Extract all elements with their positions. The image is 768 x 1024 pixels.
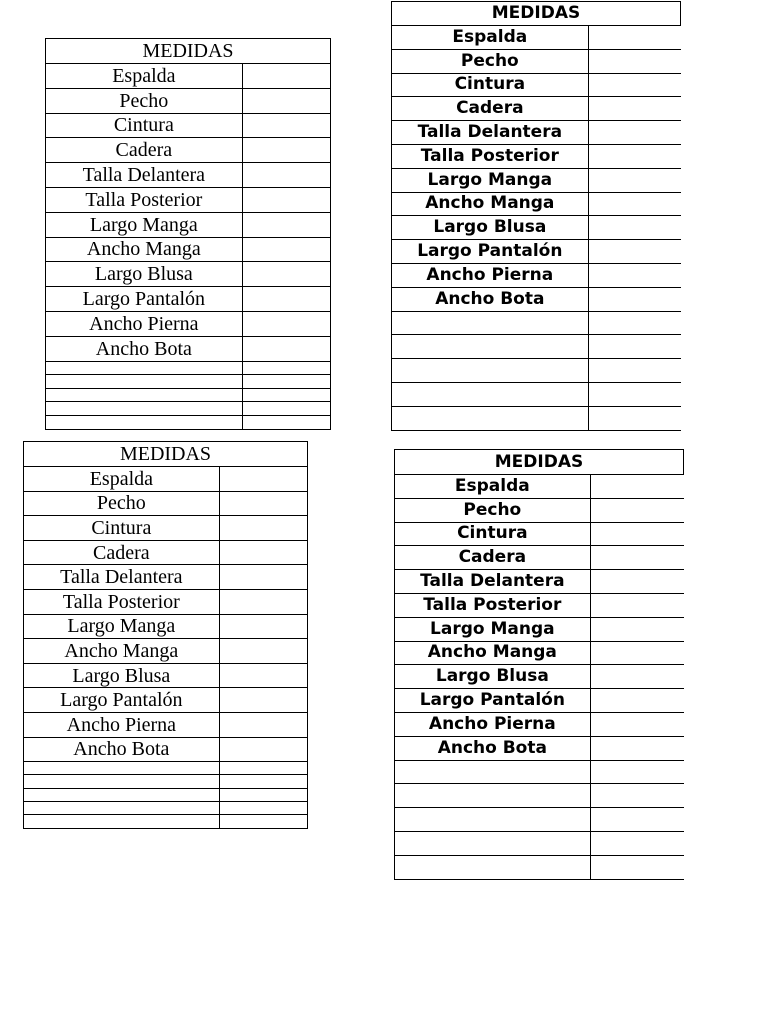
measurement-row bbox=[395, 736, 684, 760]
blank-value-cell[interactable] bbox=[242, 361, 330, 375]
measurement-value-cell[interactable] bbox=[590, 593, 683, 617]
measurement-row bbox=[392, 192, 681, 216]
measurement-row bbox=[46, 262, 331, 287]
measurement-row bbox=[46, 237, 331, 262]
blank-value-cell[interactable] bbox=[590, 760, 683, 784]
measurement-row bbox=[395, 689, 684, 713]
measurement-label: Ancho Pierna bbox=[392, 263, 589, 287]
measurement-value-cell[interactable] bbox=[219, 516, 307, 541]
measurement-value-cell[interactable] bbox=[590, 641, 683, 665]
measurement-row bbox=[24, 663, 308, 688]
measurement-label: Espalda bbox=[392, 26, 589, 50]
measurement-label: Largo Manga bbox=[392, 168, 589, 192]
measurement-row bbox=[24, 589, 308, 614]
measurement-row bbox=[24, 540, 308, 565]
measurements-table-top-right bbox=[391, 1, 681, 431]
measurement-value-cell[interactable] bbox=[588, 216, 680, 240]
blank-label-cell[interactable] bbox=[395, 808, 591, 832]
measurement-row bbox=[392, 49, 681, 73]
measurement-label: Ancho Pierna bbox=[46, 311, 243, 336]
blank-row bbox=[395, 760, 684, 784]
measurement-label: Largo Pantalón bbox=[46, 287, 243, 312]
measurement-value-cell[interactable] bbox=[590, 570, 683, 594]
blank-row bbox=[46, 402, 331, 416]
measurement-label: Cintura bbox=[46, 113, 243, 138]
measurement-row bbox=[24, 737, 308, 762]
measurement-label: Largo Pantalón bbox=[395, 689, 591, 713]
measurement-label: Largo Blusa bbox=[395, 665, 591, 689]
table-title: MEDIDAS bbox=[395, 450, 684, 475]
measurement-label: Pecho bbox=[24, 491, 220, 516]
measurement-row bbox=[46, 138, 331, 163]
measurement-label: Cadera bbox=[395, 546, 591, 570]
measurement-label: Cintura bbox=[392, 73, 589, 97]
measurement-label: Cadera bbox=[46, 138, 243, 163]
table-header-row bbox=[395, 450, 684, 475]
measurement-row bbox=[395, 498, 684, 522]
measurement-row bbox=[24, 614, 308, 639]
measurement-label: Cintura bbox=[24, 516, 220, 541]
blank-label-cell[interactable] bbox=[395, 760, 591, 784]
blank-label-cell[interactable] bbox=[46, 388, 243, 402]
measurement-row bbox=[46, 187, 331, 212]
blank-value-cell[interactable] bbox=[242, 388, 330, 402]
blank-value-cell[interactable] bbox=[219, 802, 307, 815]
measurement-label: Cadera bbox=[24, 540, 220, 565]
measurement-row bbox=[392, 287, 681, 311]
blank-value-cell[interactable] bbox=[242, 375, 330, 389]
blank-value-cell[interactable] bbox=[588, 382, 680, 406]
measurement-row bbox=[395, 546, 684, 570]
blank-row bbox=[46, 375, 331, 389]
measurement-value-cell[interactable] bbox=[590, 498, 683, 522]
blank-row bbox=[46, 361, 331, 375]
blank-row bbox=[392, 311, 681, 335]
blank-label-cell[interactable] bbox=[392, 382, 589, 406]
blank-value-cell[interactable] bbox=[590, 831, 683, 855]
blank-value-cell[interactable] bbox=[219, 815, 307, 828]
blank-label-cell[interactable] bbox=[24, 762, 220, 775]
measurement-value-cell[interactable] bbox=[219, 639, 307, 664]
table-title: MEDIDAS bbox=[24, 442, 308, 467]
measurement-row bbox=[392, 121, 681, 145]
table-header-row bbox=[46, 39, 331, 64]
measurement-label: Ancho Manga bbox=[24, 639, 220, 664]
measurement-label: Largo Manga bbox=[395, 617, 591, 641]
measurements-table-bottom-right bbox=[394, 449, 684, 880]
table-title: MEDIDAS bbox=[392, 2, 681, 26]
measurement-label: Largo Pantalón bbox=[24, 688, 220, 713]
blank-label-cell[interactable] bbox=[395, 784, 591, 808]
measurement-row bbox=[392, 168, 681, 192]
measurement-value-cell[interactable] bbox=[590, 617, 683, 641]
blank-value-cell[interactable] bbox=[588, 311, 680, 335]
measurement-value-cell[interactable] bbox=[242, 212, 330, 237]
measurement-label: Talla Delantera bbox=[24, 565, 220, 590]
measurement-value-cell[interactable] bbox=[588, 287, 680, 311]
measurement-value-cell[interactable] bbox=[219, 688, 307, 713]
measurement-label: Ancho Manga bbox=[395, 641, 591, 665]
measurement-value-cell[interactable] bbox=[588, 240, 680, 264]
blank-label-cell[interactable] bbox=[46, 402, 243, 416]
measurement-row bbox=[392, 216, 681, 240]
blank-value-cell[interactable] bbox=[590, 855, 683, 879]
measurement-row bbox=[46, 88, 331, 113]
blank-row bbox=[395, 831, 684, 855]
measurement-row bbox=[392, 26, 681, 50]
measurement-label: Ancho Manga bbox=[46, 237, 243, 262]
blank-label-cell[interactable] bbox=[395, 855, 591, 879]
measurement-value-cell[interactable] bbox=[588, 26, 680, 50]
measurement-value-cell[interactable] bbox=[242, 88, 330, 113]
blank-label-cell[interactable] bbox=[24, 788, 220, 801]
measurement-value-cell[interactable] bbox=[588, 121, 680, 145]
measurement-label: Talla Posterior bbox=[395, 593, 591, 617]
blank-row bbox=[392, 382, 681, 406]
measurement-label: Largo Blusa bbox=[392, 216, 589, 240]
blank-label-cell[interactable] bbox=[24, 802, 220, 815]
measurement-value-cell[interactable] bbox=[242, 113, 330, 138]
table-header-row bbox=[392, 2, 681, 26]
measurement-row bbox=[392, 144, 681, 168]
measurement-row bbox=[395, 665, 684, 689]
measurement-value-cell[interactable] bbox=[219, 589, 307, 614]
measurement-value-cell[interactable] bbox=[588, 263, 680, 287]
measurement-value-cell[interactable] bbox=[242, 138, 330, 163]
measurement-label: Talla Delantera bbox=[395, 570, 591, 594]
measurement-value-cell[interactable] bbox=[242, 163, 330, 188]
measurement-value-cell[interactable] bbox=[219, 712, 307, 737]
measurement-value-cell[interactable] bbox=[219, 663, 307, 688]
measurement-row bbox=[395, 617, 684, 641]
measurement-value-cell[interactable] bbox=[219, 737, 307, 762]
measurement-row bbox=[46, 336, 331, 361]
measurement-label: Largo Blusa bbox=[24, 663, 220, 688]
measurement-row bbox=[395, 522, 684, 546]
measurement-row bbox=[395, 593, 684, 617]
measurement-label: Cintura bbox=[395, 522, 591, 546]
measurements-table-top-left bbox=[45, 38, 331, 430]
measurement-label: Ancho Bota bbox=[392, 287, 589, 311]
measurement-value-cell[interactable] bbox=[242, 287, 330, 312]
measurement-value-cell[interactable] bbox=[588, 192, 680, 216]
measurement-value-cell[interactable] bbox=[588, 97, 680, 121]
measurement-row bbox=[46, 163, 331, 188]
blank-value-cell[interactable] bbox=[588, 406, 680, 430]
blank-row bbox=[395, 784, 684, 808]
measurement-label: Espalda bbox=[24, 467, 220, 492]
measurement-row bbox=[395, 712, 684, 736]
measurement-label: Espalda bbox=[46, 64, 243, 89]
measurement-row bbox=[46, 113, 331, 138]
measurement-value-cell[interactable] bbox=[590, 712, 683, 736]
measurement-value-cell[interactable] bbox=[590, 736, 683, 760]
measurement-value-cell[interactable] bbox=[242, 336, 330, 361]
measurement-label: Cadera bbox=[392, 97, 589, 121]
measurement-label: Largo Pantalón bbox=[392, 240, 589, 264]
blank-row bbox=[24, 815, 308, 828]
blank-row bbox=[392, 359, 681, 383]
measurement-row bbox=[24, 467, 308, 492]
blank-label-cell[interactable] bbox=[46, 415, 243, 429]
measurement-label: Talla Posterior bbox=[24, 589, 220, 614]
measurement-value-cell[interactable] bbox=[590, 475, 683, 499]
measurement-value-cell[interactable] bbox=[590, 665, 683, 689]
measurement-row bbox=[46, 311, 331, 336]
blank-value-cell[interactable] bbox=[242, 415, 330, 429]
measurement-value-cell[interactable] bbox=[590, 546, 683, 570]
blank-label-cell[interactable] bbox=[392, 311, 589, 335]
measurement-value-cell[interactable] bbox=[588, 49, 680, 73]
measurement-value-cell[interactable] bbox=[588, 144, 680, 168]
table-header-row bbox=[24, 442, 308, 467]
measurement-label: Talla Delantera bbox=[392, 121, 589, 145]
measurement-label: Espalda bbox=[395, 475, 591, 499]
measurement-label: Largo Manga bbox=[24, 614, 220, 639]
measurement-label: Talla Delantera bbox=[46, 163, 243, 188]
measurement-row bbox=[46, 287, 331, 312]
measurements-table-bottom-left bbox=[23, 441, 308, 829]
measurement-row bbox=[392, 97, 681, 121]
measurement-value-cell[interactable] bbox=[588, 168, 680, 192]
measurement-row bbox=[24, 565, 308, 590]
measurement-value-cell[interactable] bbox=[219, 614, 307, 639]
blank-value-cell[interactable] bbox=[588, 335, 680, 359]
blank-row bbox=[24, 775, 308, 788]
measurement-value-cell[interactable] bbox=[588, 73, 680, 97]
measurement-value-cell[interactable] bbox=[590, 522, 683, 546]
measurement-value-cell[interactable] bbox=[219, 491, 307, 516]
measurement-value-cell[interactable] bbox=[242, 311, 330, 336]
blank-label-cell[interactable] bbox=[392, 359, 589, 383]
blank-value-cell[interactable] bbox=[219, 762, 307, 775]
measurement-row bbox=[24, 516, 308, 541]
measurement-row bbox=[395, 570, 684, 594]
measurement-value-cell[interactable] bbox=[242, 237, 330, 262]
blank-label-cell[interactable] bbox=[395, 831, 591, 855]
blank-value-cell[interactable] bbox=[588, 359, 680, 383]
measurement-label: Ancho Pierna bbox=[395, 712, 591, 736]
blank-value-cell[interactable] bbox=[590, 808, 683, 832]
measurement-label: Pecho bbox=[395, 498, 591, 522]
blank-value-cell[interactable] bbox=[590, 784, 683, 808]
measurement-value-cell[interactable] bbox=[219, 565, 307, 590]
measurement-label: Talla Posterior bbox=[46, 187, 243, 212]
blank-value-cell[interactable] bbox=[242, 402, 330, 416]
measurement-label: Ancho Bota bbox=[395, 736, 591, 760]
measurement-row bbox=[24, 491, 308, 516]
measurement-value-cell[interactable] bbox=[242, 262, 330, 287]
blank-label-cell[interactable] bbox=[392, 335, 589, 359]
measurement-label: Largo Manga bbox=[46, 212, 243, 237]
measurement-label: Ancho Bota bbox=[24, 737, 220, 762]
blank-label-cell[interactable] bbox=[46, 375, 243, 389]
measurement-row bbox=[392, 240, 681, 264]
blank-label-cell[interactable] bbox=[392, 406, 589, 430]
measurement-value-cell[interactable] bbox=[590, 689, 683, 713]
blank-label-cell[interactable] bbox=[24, 815, 220, 828]
blank-row bbox=[24, 762, 308, 775]
measurement-label: Ancho Pierna bbox=[24, 712, 220, 737]
measurement-label: Ancho Bota bbox=[46, 336, 243, 361]
blank-row bbox=[24, 802, 308, 815]
table-title: MEDIDAS bbox=[46, 39, 331, 64]
measurement-value-cell[interactable] bbox=[219, 540, 307, 565]
measurement-row bbox=[395, 641, 684, 665]
measurement-label: Pecho bbox=[392, 49, 589, 73]
blank-row bbox=[392, 406, 681, 430]
measurement-row bbox=[24, 688, 308, 713]
blank-row bbox=[46, 388, 331, 402]
measurement-row bbox=[24, 639, 308, 664]
blank-value-cell[interactable] bbox=[219, 775, 307, 788]
measurement-row bbox=[24, 712, 308, 737]
measurement-value-cell[interactable] bbox=[242, 187, 330, 212]
measurement-row bbox=[392, 263, 681, 287]
blank-label-cell[interactable] bbox=[46, 361, 243, 375]
measurement-row bbox=[395, 475, 684, 499]
blank-row bbox=[46, 415, 331, 429]
measurement-row bbox=[46, 212, 331, 237]
measurement-row bbox=[392, 73, 681, 97]
measurement-label: Largo Blusa bbox=[46, 262, 243, 287]
blank-row bbox=[392, 335, 681, 359]
measurement-label: Pecho bbox=[46, 88, 243, 113]
measurement-label: Talla Posterior bbox=[392, 144, 589, 168]
blank-value-cell[interactable] bbox=[219, 788, 307, 801]
blank-row bbox=[395, 855, 684, 879]
measurement-row bbox=[46, 64, 331, 89]
measurement-value-cell[interactable] bbox=[219, 467, 307, 492]
measurement-label: Ancho Manga bbox=[392, 192, 589, 216]
measurement-value-cell[interactable] bbox=[242, 64, 330, 89]
blank-row bbox=[24, 788, 308, 801]
blank-row bbox=[395, 808, 684, 832]
blank-label-cell[interactable] bbox=[24, 775, 220, 788]
